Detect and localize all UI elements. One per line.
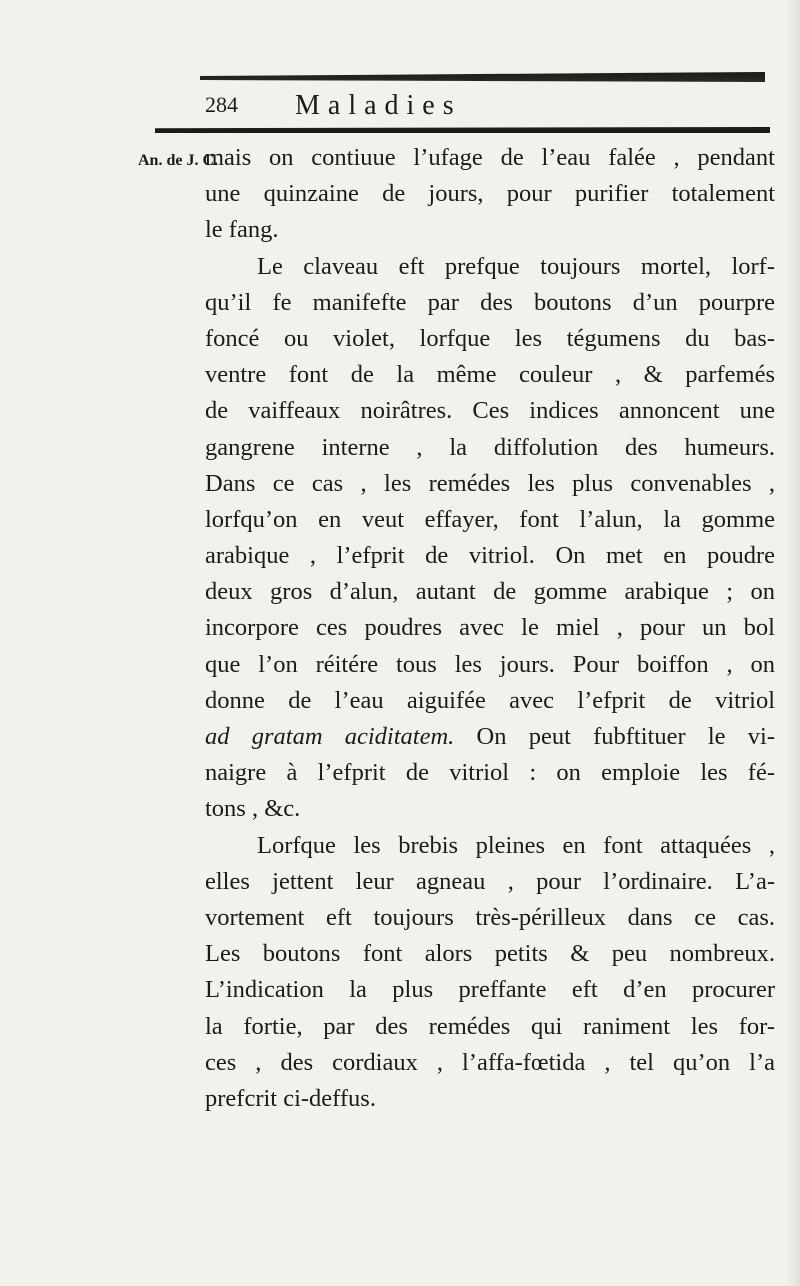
text-line: de vaiffeaux noirâtres. Ces indices annoncent une <box>205 397 775 425</box>
text-line: une quinzaine de jours, pour purifier totalement <box>205 180 775 208</box>
text-line-italic-start: ad gratam aciditatem. On peut fubftituer le vi- <box>205 723 775 751</box>
text-line: qu’il fe manifefte par des boutons d’un pourpre <box>205 288 775 316</box>
text-line: deux gros d’alun, autant de gomme arabique ; on <box>205 578 775 606</box>
text-line: ventre font de la même couleur , & parfemés <box>205 361 775 389</box>
page-number: 284 <box>205 92 238 117</box>
text-line: elles jettent leur agneau , pour l’ordinaire. L’a- <box>205 867 775 895</box>
text-line: que l’on réitére tous les jours. Pour boiffon , on <box>205 650 775 678</box>
text-line: ces , des cordiaux , l’affa-fœtida , tel qu’on l’a <box>205 1048 775 1076</box>
text-line: prefcrit ci-deffus. <box>205 1084 376 1112</box>
text-line: gangrene interne , la diffolution des humeurs. <box>205 433 775 461</box>
text-line: Dans ce cas , les remédes les plus convenables , <box>205 469 775 497</box>
text-line: L’indication la plus preffante eft d’en procurer <box>205 976 775 1004</box>
text-line: la fortie, par des remédes qui raniment les for- <box>205 1012 775 1040</box>
header-bottom-rule <box>155 127 770 133</box>
text-line: Les boutons font alors petits & peu nombreux. <box>205 940 775 968</box>
header-top-rule <box>200 72 765 82</box>
running-head: Maladies <box>295 90 462 121</box>
text-line: mais on contiuue l’ufage de l’eau falée , pendant <box>205 144 775 171</box>
text-line: incorpore ces poudres avec le miel , pour un bol <box>205 614 775 642</box>
margin-note: An. de J. C. <box>138 152 219 169</box>
text-line: le fang. <box>205 216 279 244</box>
text-line: vortement eft toujours très-périlleux dans ce cas. <box>205 903 775 931</box>
text-line: donne de l’eau aiguifée avec l’efprit de vitriol <box>205 686 775 714</box>
latin-phrase: ad gratam aciditatem. <box>205 723 455 751</box>
page-header <box>205 90 765 124</box>
text-line: lorfqu’on en veut effayer, font l’alun, la gomme <box>205 505 775 533</box>
text-line: Le claveau eft prefque toujours mortel, lorf- <box>257 252 775 280</box>
body-text <box>205 140 775 1117</box>
text-line: naigre à l’efprit de vitriol : on emploie les fé- <box>205 759 775 787</box>
text-line: arabique , l’efprit de vitriol. On met en poudre <box>205 542 775 570</box>
text-line: Lorfque les brebis pleines en font attaquées , <box>257 831 775 859</box>
text-line: tons , &c. <box>205 795 301 823</box>
page-edge-shadow <box>786 0 800 1286</box>
text-line: foncé ou violet, lorfque les tégumens du bas- <box>205 324 775 352</box>
